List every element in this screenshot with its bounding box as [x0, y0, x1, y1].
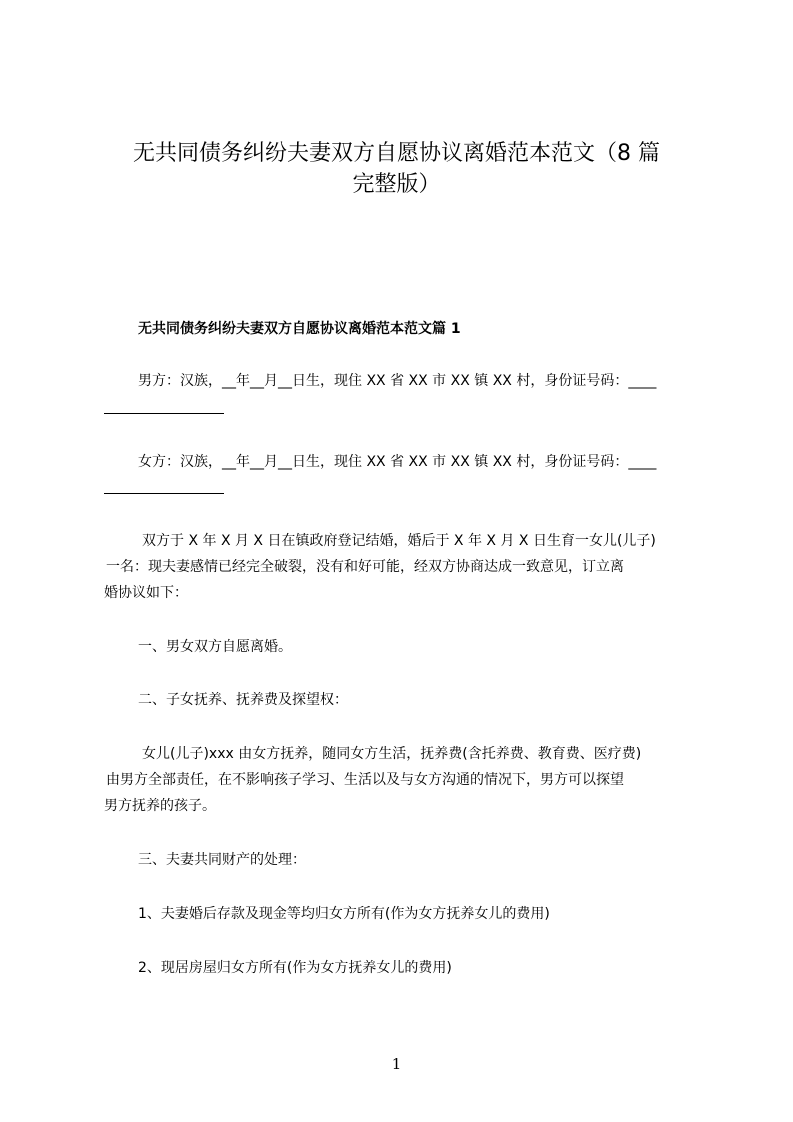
child-line-1: 女儿(儿子)xxx 由女方抚养，随同女方生活，抚养费(含托养费、教育费、医疗费) — [142, 746, 642, 762]
man-id-underline — [104, 413, 224, 414]
intro-line-3: 婚协议如下： — [104, 585, 188, 601]
child-line-3: 男方抚养的孩子。 — [104, 798, 216, 814]
child-line-2: 由男方全部责任，在不影响孩子学习、生活以及与女方沟通的情况下，男方可以探望 — [106, 772, 624, 788]
man-info-paragraph: 男方：汉族，__年__月__日生，现住 XX 省 XX 市 XX 镇 XX 村，身份证号码：____ — [138, 373, 657, 389]
document-title — [100, 138, 693, 200]
section-heading: 无共同债务纠纷夫妻双方自愿协议离婚范本范文篇 1 — [138, 321, 461, 337]
sub-item-2: 2、现居房屋归女方所有(作为女方抚养女儿的费用) — [138, 960, 452, 976]
woman-id-underline — [104, 493, 224, 494]
intro-line-2: 一名：现夫妻感情已经完全破裂，没有和好可能，经双方协商达成一致意见，订立离 — [106, 559, 624, 575]
intro-line-1: 双方于 X 年 X 月 X 日在镇政府登记结婚，婚后于 X 年 X 月 X 日生育一女儿(儿子) — [142, 533, 656, 549]
item-3: 三、夫妻共同财产的处理： — [138, 852, 306, 868]
page-number: 1 — [391, 1055, 402, 1073]
woman-info-paragraph: 女方：汉族，__年__月__日生，现住 XX 省 XX 市 XX 镇 XX 村，身份证号码：____ — [138, 454, 657, 470]
title-line-1: 无共同债务纠纷夫妻双方自愿协议离婚范本范文（8 篇 — [133, 141, 660, 166]
sub-item-1: 1、夫妻婚后存款及现金等均归女方所有(作为女方抚养女儿的费用) — [138, 906, 550, 922]
title-line-2: 完整版） — [352, 172, 441, 197]
item-2: 二、子女抚养、抚养费及探望权： — [138, 692, 348, 708]
item-1: 一、男女双方自愿离婚。 — [138, 639, 292, 655]
